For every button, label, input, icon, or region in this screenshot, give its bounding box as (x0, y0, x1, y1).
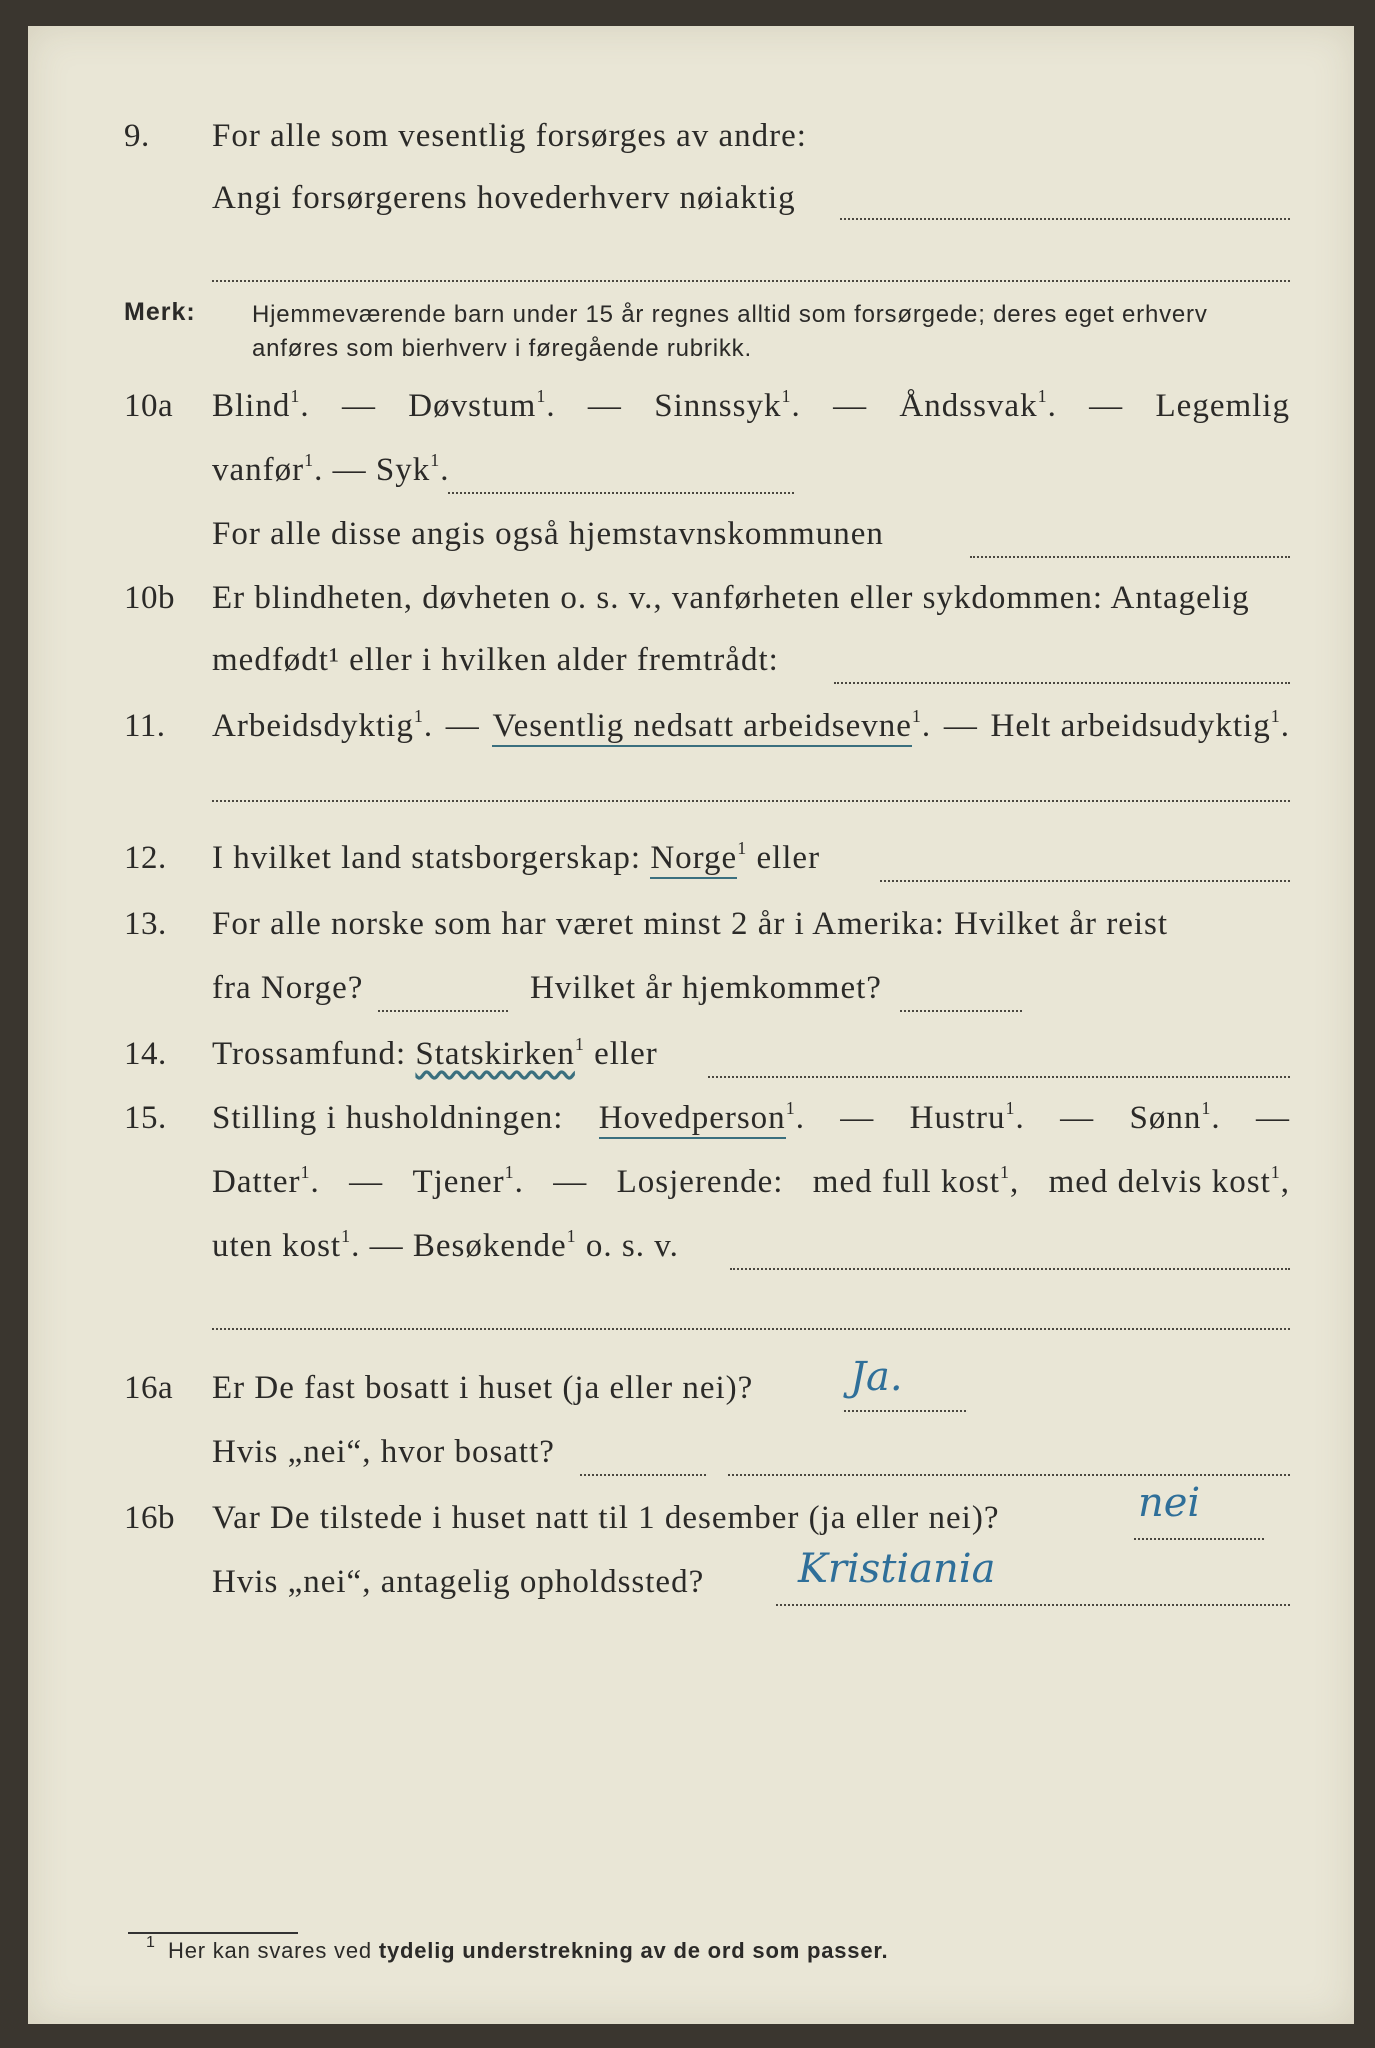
question-options: Blind$^1$. — Døvstum$^1$. — Sinnssyk$^1$. — Åndssvak$^1$. — Legemlig (212, 386, 1290, 424)
answer-line[interactable] (212, 1328, 1290, 1330)
footnote (146, 1934, 889, 1964)
question-label: o. s. v. (585, 1228, 679, 1264)
question-options: uten kost$^1$. — Besøkende$^1$ o. s. v. (212, 1226, 679, 1264)
option-helt-arbeidsudyktig[interactable]: Helt arbeidsudyktig (990, 708, 1271, 744)
census-form-page (28, 26, 1354, 2024)
question-10a-line2 (28, 452, 1354, 502)
question-16a-line2 (28, 1434, 1354, 1484)
option-vesentlig-nedsatt[interactable]: Vesentlig nedsatt arbeidsevne (492, 708, 911, 747)
option-besokende[interactable]: Besøkende (412, 1228, 567, 1264)
question-15-line2 (28, 1164, 1354, 1214)
question-label: Stilling i husholdningen: (212, 1100, 564, 1136)
option-datter[interactable]: Datter (212, 1164, 301, 1200)
question-number: 12. (124, 840, 167, 876)
note-text: Hjemmeværende barn under 15 år regnes alltid som forsørgede; deres eget erhverv anføres som bierhverv i føregående rubrikk. (252, 301, 1208, 362)
question-number: 16a (124, 1370, 174, 1406)
question-text: For alle disse angis også hjemstavnskommunen (212, 516, 884, 552)
option-arbeidsdyktig[interactable]: Arbeidsdyktig (212, 708, 414, 744)
question-10a (28, 388, 1354, 438)
question-12 (28, 840, 1354, 890)
question-10b-line2 (28, 642, 1354, 692)
question-text: Hvis „nei“, antagelig opholdssted? (212, 1564, 705, 1600)
question-number: 11. (124, 708, 166, 744)
question-text: For alle norske som har været minst 2 år i Amerika: Hvilket år reist (212, 906, 1169, 942)
question-number: 10a (124, 388, 174, 424)
answer-line[interactable] (844, 1410, 966, 1412)
question-text: Var De tilstede i huset natt til 1 desember (ja eller nei)? (212, 1500, 1000, 1536)
option-sonn[interactable]: Sønn (1129, 1100, 1202, 1136)
question-label: eller (756, 840, 821, 876)
footnote-mark: 1 (146, 1934, 156, 1951)
answer-line[interactable] (880, 880, 1290, 882)
question-number: 13. (124, 906, 167, 942)
question-14 (28, 1036, 1354, 1086)
handwritten-answer[interactable]: nei (1138, 1480, 1201, 1526)
answer-line[interactable] (212, 800, 1290, 802)
question-number: 14. (124, 1036, 167, 1072)
answer-line[interactable] (580, 1474, 706, 1476)
answer-line[interactable] (970, 556, 1290, 558)
question-text: I hvilket land statsborgerskap: Norge$^1$ eller (212, 840, 820, 877)
question-text: Er blindheten, døvheten o. s. v., vanførheten eller sykdommen: Antagelig (212, 580, 1250, 616)
question-16b-line2 (28, 1546, 1354, 1614)
question-label: I hvilket land statsborgerskap: (212, 840, 642, 876)
question-9-line2 (28, 180, 1354, 230)
question-options: Stilling i husholdningen: Hovedperson$^1$. — Hustru$^1$. — Sønn$^1$. — (212, 1100, 1290, 1137)
note-label: Merk: (124, 298, 196, 326)
note-merk (28, 298, 1354, 378)
question-options: Arbeidsdyktig$^1$. — Vesentlig nedsatt arbeidsevne$^1$. — Helt arbeidsudyktig$^1$. (212, 708, 1290, 745)
question-options: Datter$^1$. — Tjener$^1$. — Losjerende: med full kost$^1$, med delvis kost$^1$, (212, 1162, 1290, 1200)
option-blind[interactable]: Blind (212, 388, 291, 424)
question-text: Angi forsørgerens hovederhverv nøiaktig (212, 180, 796, 216)
question-number: 15. (124, 1100, 167, 1136)
answer-line[interactable] (708, 1076, 1290, 1078)
answer-line[interactable] (448, 492, 794, 494)
question-text: Hvilket år hjemkommet? (530, 970, 882, 1006)
option-losjerende[interactable]: Losjerende: (616, 1164, 784, 1200)
question-number: 9. (124, 118, 150, 154)
footnote-emphasis: tydelig understrekning av de ord som passer. (378, 1938, 889, 1963)
question-15-line3 (28, 1228, 1354, 1278)
option-norge[interactable]: Norge (650, 840, 737, 879)
answer-line[interactable] (776, 1604, 1290, 1606)
question-13-line2 (28, 970, 1354, 1020)
question-9 (28, 118, 1354, 168)
answer-line[interactable] (378, 1010, 508, 1012)
option-hovedperson[interactable]: Hovedperson (599, 1100, 786, 1139)
answer-line[interactable] (834, 682, 1290, 684)
question-10b (28, 580, 1354, 630)
question-10a-line3 (28, 516, 1354, 566)
option-andssvak[interactable]: Åndssvak (899, 388, 1038, 424)
answer-line[interactable] (840, 218, 1290, 220)
handwritten-answer[interactable]: Ja. (850, 1354, 903, 1400)
question-text: medfødt¹ eller i hvilken alder fremtrådt: (212, 642, 779, 678)
question-text: Trossamfund: Statskirken$^1$ eller (212, 1034, 658, 1072)
question-text: Er De fast bosatt i huset (ja eller nei)? (212, 1370, 754, 1406)
option-tjener[interactable]: Tjener (412, 1164, 505, 1200)
option-sinnssyk[interactable]: Sinnssyk (654, 388, 782, 424)
option-dovstum[interactable]: Døvstum (408, 388, 537, 424)
question-label: eller (594, 1036, 658, 1072)
question-text: fra Norge? (212, 970, 364, 1006)
question-number: 10b (124, 580, 175, 616)
footnote-text: Her kan svares ved (168, 1938, 372, 1963)
question-11 (28, 708, 1354, 758)
option-statskirken[interactable]: Statskirken (415, 1036, 575, 1072)
option-legemlig[interactable]: Legemlig (1155, 388, 1290, 424)
answer-line[interactable] (730, 1268, 1290, 1270)
option-hustru[interactable]: Hustru (909, 1100, 1006, 1136)
question-13 (28, 906, 1354, 956)
answer-line[interactable] (728, 1474, 1290, 1476)
question-label: Trossamfund: (212, 1036, 407, 1072)
question-options: vanfør$^1$. — Syk$^1$. (212, 450, 450, 488)
option-vanfor[interactable]: vanfør (212, 452, 305, 488)
option-delvis-kost[interactable]: med delvis kost (1048, 1164, 1271, 1200)
answer-line[interactable] (900, 1010, 1022, 1012)
question-16a (28, 1354, 1354, 1420)
handwritten-answer[interactable]: Kristiania (798, 1546, 996, 1592)
question-15 (28, 1100, 1354, 1150)
option-full-kost[interactable]: med full kost (812, 1164, 1000, 1200)
option-syk[interactable]: Syk (375, 452, 431, 488)
question-text: For alle som vesentlig forsørges av andre: (212, 118, 807, 154)
answer-line[interactable] (1134, 1538, 1264, 1540)
question-text: Hvis „nei“, hvor bosatt? (212, 1434, 555, 1470)
answer-line[interactable] (212, 280, 1290, 282)
question-number: 16b (124, 1500, 175, 1536)
option-uten-kost[interactable]: uten kost (212, 1228, 342, 1264)
question-16b (28, 1480, 1354, 1550)
